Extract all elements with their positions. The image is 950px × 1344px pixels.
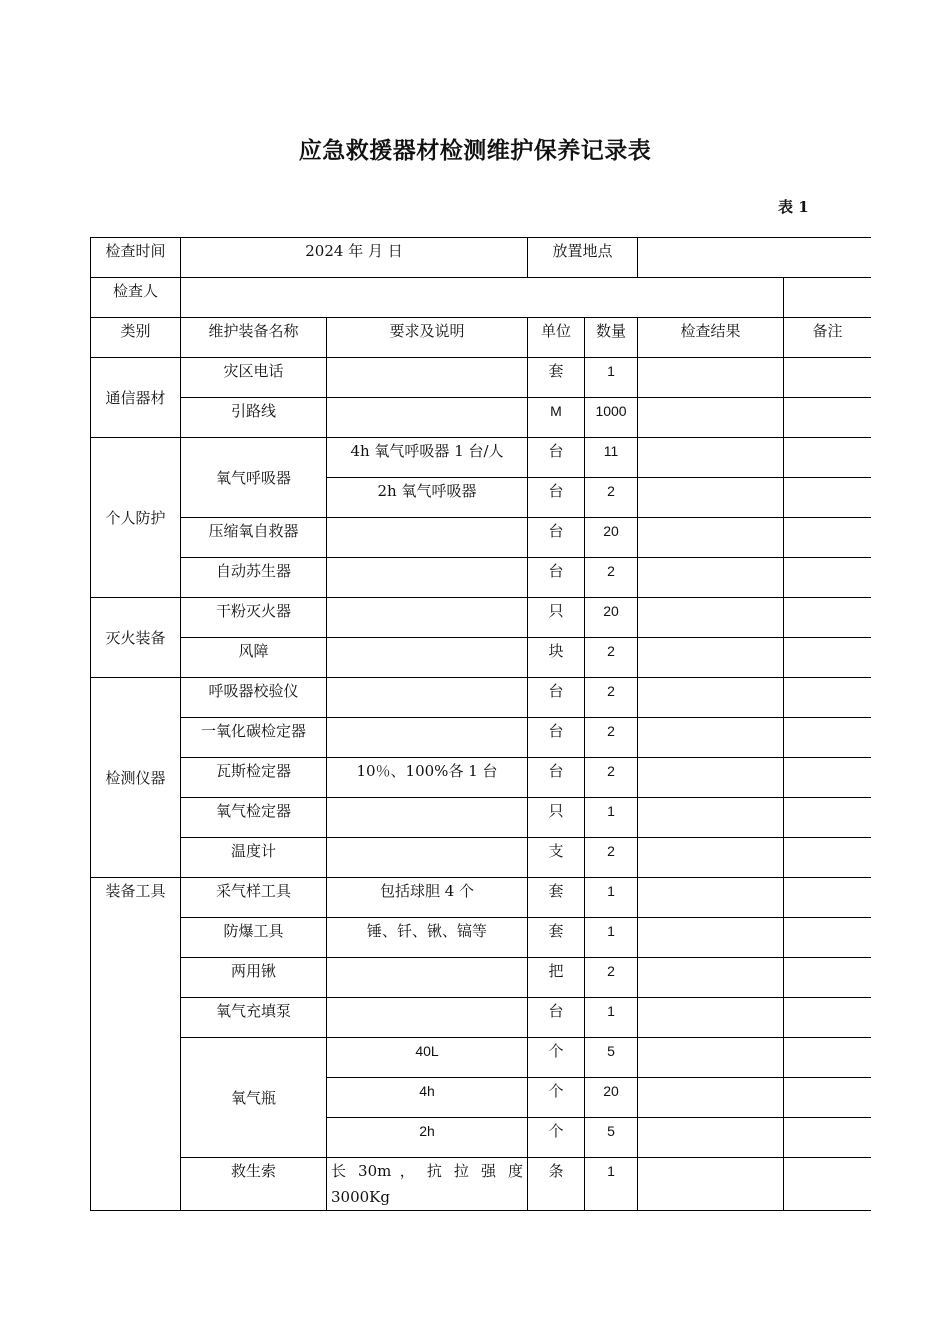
check-result-cell[interactable] bbox=[638, 918, 784, 958]
check-result-cell[interactable] bbox=[638, 398, 784, 438]
item-quantity: 1 bbox=[585, 878, 638, 918]
remark-cell[interactable] bbox=[784, 798, 871, 838]
item-name: 氧气充填泵 bbox=[181, 998, 327, 1038]
item-unit: 套 bbox=[528, 358, 585, 398]
item-name: 灾区电话 bbox=[181, 358, 327, 398]
item-name: 瓦斯检定器 bbox=[181, 758, 327, 798]
item-unit: 块 bbox=[528, 638, 585, 678]
item-unit: M bbox=[528, 398, 585, 438]
check-time-label: 检查时间 bbox=[91, 238, 181, 278]
table-number: 表 1 bbox=[778, 198, 809, 216]
table-row bbox=[91, 718, 872, 758]
item-requirement: 锤、钎、锹、镐等 bbox=[327, 918, 528, 958]
remark-cell[interactable] bbox=[784, 718, 871, 758]
check-result-cell[interactable] bbox=[638, 758, 784, 798]
record-table-container bbox=[90, 237, 871, 1214]
location-value[interactable] bbox=[638, 238, 871, 278]
check-result-cell[interactable] bbox=[638, 878, 784, 918]
remark-cell[interactable] bbox=[784, 1038, 871, 1078]
record-table bbox=[90, 237, 871, 1211]
item-quantity: 1000 bbox=[585, 398, 638, 438]
check-result-cell[interactable] bbox=[638, 798, 784, 838]
item-name: 采气样工具 bbox=[181, 878, 327, 918]
item-unit: 台 bbox=[528, 718, 585, 758]
item-quantity: 1 bbox=[585, 798, 638, 838]
table-row bbox=[91, 838, 872, 878]
category-cell: 个人防护 bbox=[91, 438, 181, 598]
col-header-remark: 备注 bbox=[784, 318, 871, 358]
item-requirement bbox=[327, 598, 528, 638]
item-quantity: 1 bbox=[585, 918, 638, 958]
check-result-cell[interactable] bbox=[638, 438, 784, 478]
item-name: 引路线 bbox=[181, 398, 327, 438]
check-result-cell[interactable] bbox=[638, 638, 784, 678]
check-result-cell[interactable] bbox=[638, 678, 784, 718]
item-requirement: 10％、100%各 1 台 bbox=[327, 758, 528, 798]
item-unit: 台 bbox=[528, 998, 585, 1038]
remark-cell[interactable] bbox=[784, 478, 871, 518]
item-unit: 条 bbox=[528, 1158, 585, 1211]
remark-cell[interactable] bbox=[784, 1158, 871, 1211]
remark-cell[interactable] bbox=[784, 598, 871, 638]
item-unit: 套 bbox=[528, 878, 585, 918]
item-requirement: 4h bbox=[327, 1078, 528, 1118]
location-label: 放置地点 bbox=[528, 238, 638, 278]
remark-cell[interactable] bbox=[784, 558, 871, 598]
item-name: 救生索 bbox=[181, 1158, 327, 1211]
table-row bbox=[91, 918, 872, 958]
item-name: 干粉灭火器 bbox=[181, 598, 327, 638]
remark-cell[interactable] bbox=[784, 958, 871, 998]
item-requirement bbox=[327, 678, 528, 718]
item-requirement: 40L bbox=[327, 1038, 528, 1078]
remark-cell[interactable] bbox=[784, 638, 871, 678]
table-row bbox=[91, 758, 872, 798]
col-header-category: 类别 bbox=[91, 318, 181, 358]
inspector-label: 检查人 bbox=[91, 278, 181, 318]
item-name: 一氧化碳检定器 bbox=[181, 718, 327, 758]
item-name: 氧气呼吸器 bbox=[181, 438, 327, 518]
item-unit: 台 bbox=[528, 558, 585, 598]
col-header-requirement: 要求及说明 bbox=[327, 318, 528, 358]
table-row bbox=[91, 398, 872, 438]
item-quantity: 1 bbox=[585, 998, 638, 1038]
check-result-cell[interactable] bbox=[638, 958, 784, 998]
col-header-name: 维护装备名称 bbox=[181, 318, 327, 358]
item-name: 氧气瓶 bbox=[181, 1038, 327, 1158]
item-quantity: 2 bbox=[585, 718, 638, 758]
item-quantity: 2 bbox=[585, 478, 638, 518]
item-requirement bbox=[327, 398, 528, 438]
document-title: 应急救援器材检测维护保养记录表 bbox=[298, 138, 652, 164]
table-row bbox=[91, 1038, 872, 1078]
category-cell: 灭火装备 bbox=[91, 598, 181, 678]
item-quantity: 2 bbox=[585, 678, 638, 718]
header-row-inspector bbox=[91, 278, 872, 318]
item-name: 氧气检定器 bbox=[181, 798, 327, 838]
category-cell: 通信器材 bbox=[91, 358, 181, 438]
item-quantity: 2 bbox=[585, 958, 638, 998]
remark-cell[interactable] bbox=[784, 358, 871, 398]
item-requirement: 长 30m ， 抗 拉 强 度 3000Kg bbox=[327, 1158, 528, 1211]
header-row-time bbox=[91, 238, 872, 278]
remark-cell[interactable] bbox=[784, 438, 871, 478]
table-row bbox=[91, 958, 872, 998]
item-name: 自动苏生器 bbox=[181, 558, 327, 598]
item-requirement bbox=[327, 718, 528, 758]
item-unit: 只 bbox=[528, 798, 585, 838]
table-row bbox=[91, 438, 872, 478]
item-quantity: 1 bbox=[585, 358, 638, 398]
col-header-result: 检查结果 bbox=[638, 318, 784, 358]
item-name: 两用锹 bbox=[181, 958, 327, 998]
item-requirement bbox=[327, 798, 528, 838]
item-name: 温度计 bbox=[181, 838, 327, 878]
item-quantity: 20 bbox=[585, 518, 638, 558]
item-quantity: 5 bbox=[585, 1118, 638, 1158]
item-requirement bbox=[327, 958, 528, 998]
col-header-quantity: 数量 bbox=[585, 318, 638, 358]
check-result-cell[interactable] bbox=[638, 1078, 784, 1118]
table-row bbox=[91, 798, 872, 838]
check-result-cell[interactable] bbox=[638, 518, 784, 558]
item-requirement bbox=[327, 638, 528, 678]
remark-cell[interactable] bbox=[784, 678, 871, 718]
item-quantity: 2 bbox=[585, 558, 638, 598]
item-requirement bbox=[327, 358, 528, 398]
check-result-cell[interactable] bbox=[638, 358, 784, 398]
inspector-extra-cell[interactable] bbox=[784, 278, 871, 318]
item-requirement bbox=[327, 998, 528, 1038]
check-result-cell[interactable] bbox=[638, 598, 784, 638]
check-result-cell[interactable] bbox=[638, 998, 784, 1038]
item-requirement: 4h 氧气呼吸器 1 台/人 bbox=[327, 438, 528, 478]
item-quantity: 11 bbox=[585, 438, 638, 478]
remark-cell[interactable] bbox=[784, 878, 871, 918]
col-header-unit: 单位 bbox=[528, 318, 585, 358]
item-name: 风障 bbox=[181, 638, 327, 678]
check-time-value[interactable]: 2024 年 月 日 bbox=[181, 238, 528, 278]
remark-cell[interactable] bbox=[784, 758, 871, 798]
item-unit: 个 bbox=[528, 1118, 585, 1158]
item-requirement: 包括球胆 4 个 bbox=[327, 878, 528, 918]
item-unit: 台 bbox=[528, 518, 585, 558]
table-row bbox=[91, 558, 872, 598]
item-unit: 台 bbox=[528, 678, 585, 718]
item-requirement: 2h 氧气呼吸器 bbox=[327, 478, 528, 518]
check-result-cell[interactable] bbox=[638, 478, 784, 518]
remark-cell[interactable] bbox=[784, 518, 871, 558]
item-unit: 台 bbox=[528, 478, 585, 518]
item-quantity: 20 bbox=[585, 598, 638, 638]
item-quantity: 2 bbox=[585, 758, 638, 798]
table-row bbox=[91, 878, 872, 918]
remark-cell[interactable] bbox=[784, 398, 871, 438]
category-cell: 装备工具 bbox=[91, 878, 181, 1211]
item-unit: 把 bbox=[528, 958, 585, 998]
item-requirement bbox=[327, 518, 528, 558]
item-quantity: 5 bbox=[585, 1038, 638, 1078]
remark-cell[interactable] bbox=[784, 1078, 871, 1118]
remark-cell[interactable] bbox=[784, 838, 871, 878]
category-cell: 检测仪器 bbox=[91, 678, 181, 878]
check-result-cell[interactable] bbox=[638, 1118, 784, 1158]
item-quantity: 20 bbox=[585, 1078, 638, 1118]
item-unit: 只 bbox=[528, 598, 585, 638]
inspector-value[interactable] bbox=[181, 278, 784, 318]
item-requirement: 2h bbox=[327, 1118, 528, 1158]
item-quantity: 1 bbox=[585, 1158, 638, 1211]
table-row bbox=[91, 638, 872, 678]
table-row bbox=[91, 678, 872, 718]
item-name: 防爆工具 bbox=[181, 918, 327, 958]
item-unit: 台 bbox=[528, 758, 585, 798]
remark-cell[interactable] bbox=[784, 1118, 871, 1158]
item-unit: 个 bbox=[528, 1078, 585, 1118]
check-result-cell[interactable] bbox=[638, 558, 784, 598]
table-row bbox=[91, 998, 872, 1038]
remark-cell[interactable] bbox=[784, 918, 871, 958]
table-row bbox=[91, 598, 872, 638]
item-unit: 套 bbox=[528, 918, 585, 958]
item-name: 呼吸器校验仪 bbox=[181, 678, 327, 718]
table-row bbox=[91, 1158, 872, 1211]
check-result-cell[interactable] bbox=[638, 718, 784, 758]
column-header-row bbox=[91, 318, 872, 358]
check-result-cell[interactable] bbox=[638, 1038, 784, 1078]
item-requirement bbox=[327, 558, 528, 598]
item-unit: 台 bbox=[528, 438, 585, 478]
item-requirement bbox=[327, 838, 528, 878]
item-quantity: 2 bbox=[585, 838, 638, 878]
remark-cell[interactable] bbox=[784, 998, 871, 1038]
check-result-cell[interactable] bbox=[638, 838, 784, 878]
table-row bbox=[91, 358, 872, 398]
check-result-cell[interactable] bbox=[638, 1158, 784, 1211]
table-row bbox=[91, 518, 872, 558]
item-name: 压缩氧自救器 bbox=[181, 518, 327, 558]
item-unit: 个 bbox=[528, 1038, 585, 1078]
item-unit: 支 bbox=[528, 838, 585, 878]
item-quantity: 2 bbox=[585, 638, 638, 678]
